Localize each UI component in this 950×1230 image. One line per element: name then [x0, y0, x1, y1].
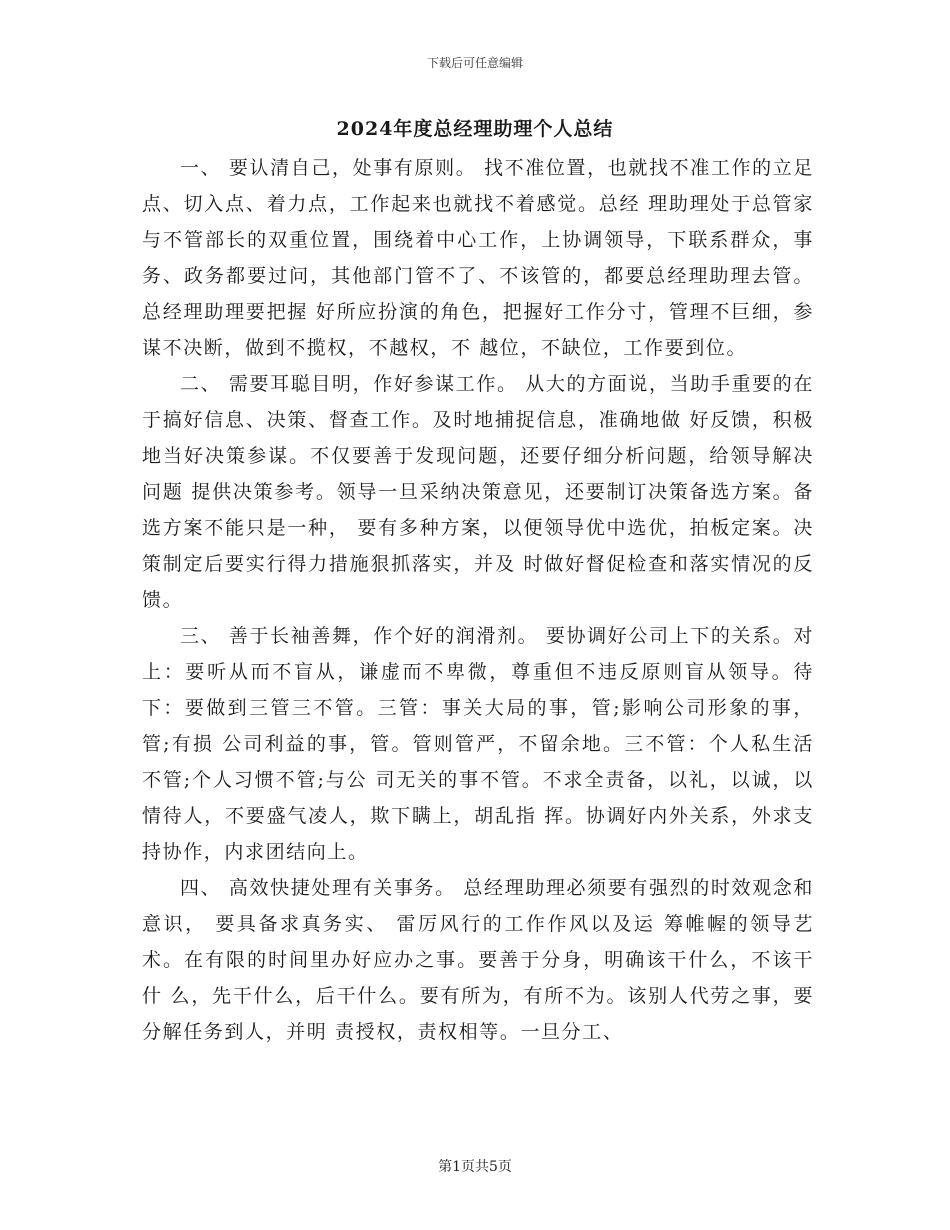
paragraph-1: 一、 要认清自己，处事有原则。 找不准位置，也就找不准工作的立足点、切入点、着力点，工作起来也就找不着感觉。总经 理助理处于总管家与不管部长的双重位置，围绕着中心工作，上协调领导，下联系群众，事 务、政务都要过问，其他部门管不了、不该管的，都要总经理助理去管。总经理助理要把握 好所应扮演的角色，把握好工作分寸，管理不巨细，参谋不决断，做到不揽权，不越权，不 越位，不缺位，工作要到位。	[142, 157, 814, 359]
paragraph-2: 二、 需要耳聪目明，作好参谋工作。 从大的方面说，当助手重要的在于搞好信息、决策、督查工作。及时地捕捉信息，准确地做 好反馈，积极地当好决策参谋。不仅要善于发现问题，还要仔细分析问题，给领导解决问题 提供决策参考。领导一旦采纳决策意见，还要制订决策备选方案。备选方案不能只是一种， 要有多种方案，以便领导优中选优，拍板定案。决策制定后要实行得力措施狠抓落实，并及 时做好督促检查和落实情况的反馈。	[142, 373, 814, 611]
header-note: 下载后可任意编辑	[426, 56, 523, 70]
paragraph-4: 四、 高效快捷处理有关事务。 总经理助理必须要有强烈的时效观念和意识， 要具备求真务实、 雷厉风行的工作作风以及运 筹帷幄的领导艺术。在有限的时间里办好应办之事。要善于分身，明确该干什么，不该干什 么，先干什么，后干什么。要有所为，有所不为。该别人代劳之事，要分解任务到人，并明 责授权，责权相等。一旦分工、	[142, 877, 814, 1043]
document-title: 2024年度总经理助理个人总结	[336, 118, 614, 140]
document-body	[142, 150, 814, 1050]
paragraph-3: 三、 善于长袖善舞，作个好的润滑剂。 要协调好公司上下的关系。对上：要听从而不盲从，谦虚而不卑微，尊重但不违反原则盲从领导。待下：要做到三管三不管。三管：事关大局的事，管;影响公司形象的事，管;有损 公司利益的事，管。管则管严，不留余地。三不管：个人私生活不管;个人习惯不管;与公 司无关的事不管。不求全责备，以礼，以诚，以情待人，不要盛气凌人，欺下瞒上，胡乱指 挥。协调好内外关系，外求支持协作，内求团结向上。	[142, 625, 814, 863]
page-indicator: 第1页共5页	[438, 1159, 512, 1175]
